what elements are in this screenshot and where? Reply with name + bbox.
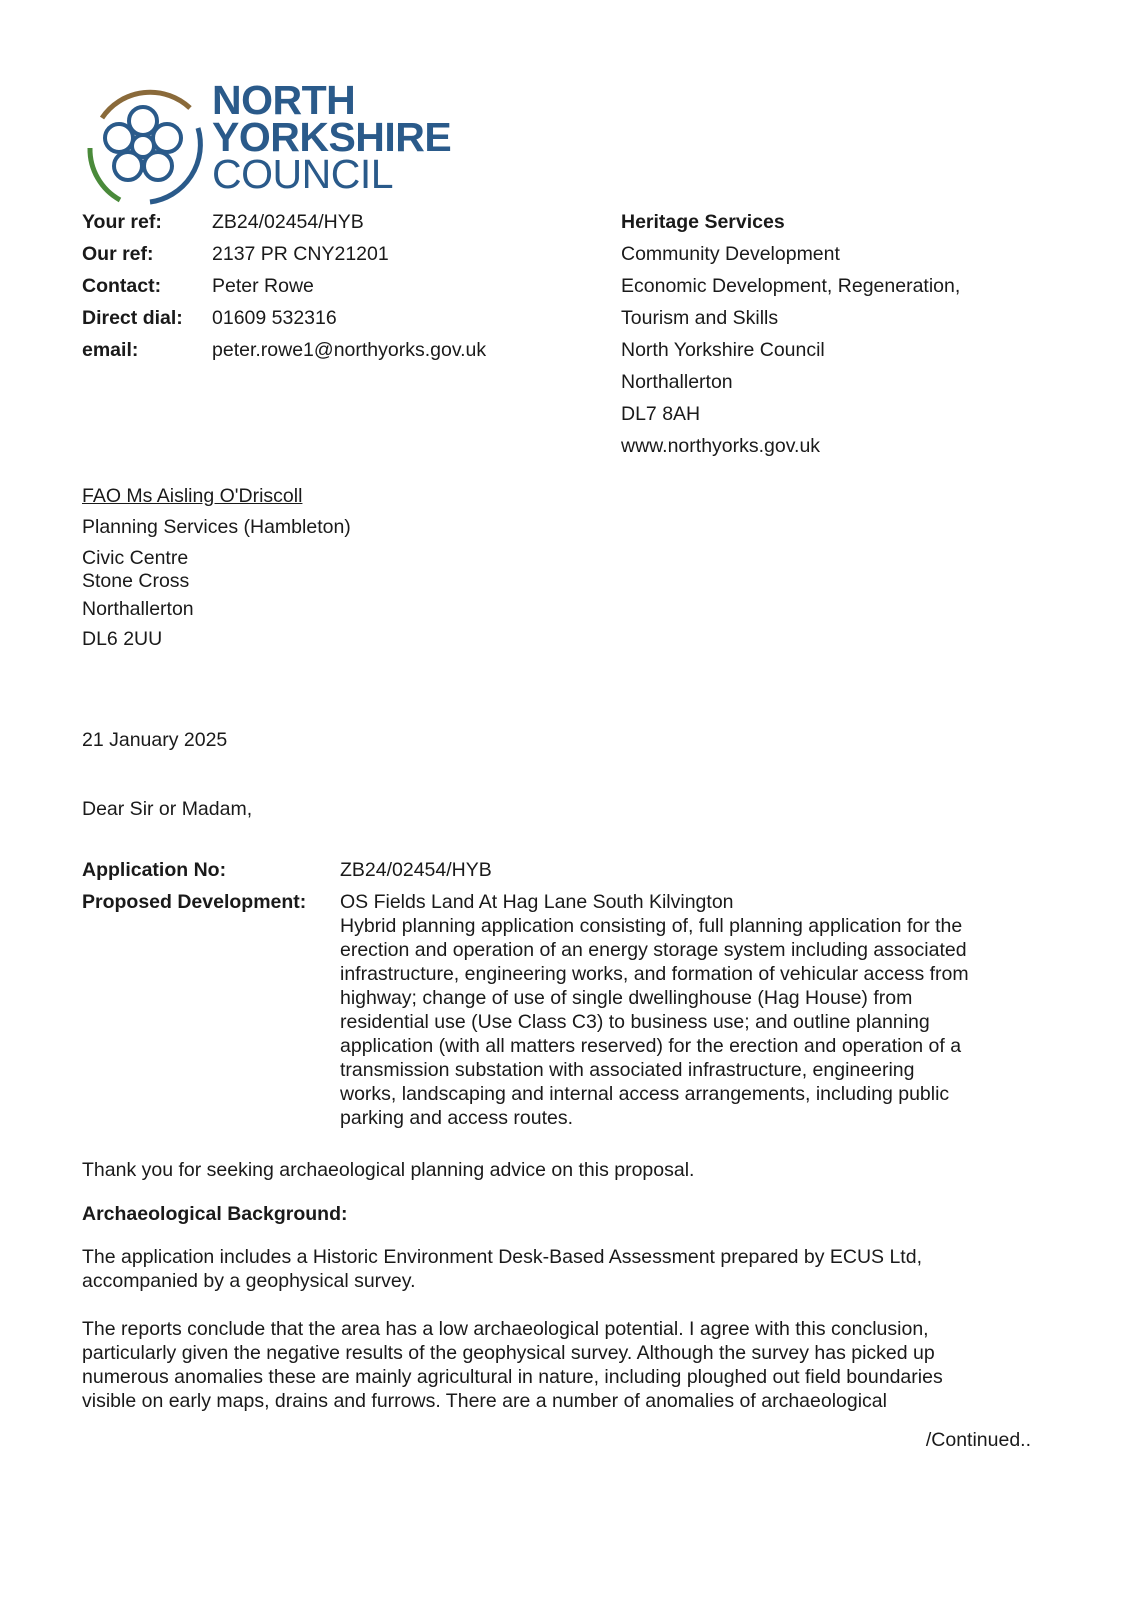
description-line: residential use (Use Class C3) to business use; and outline planning [340, 1011, 930, 1033]
address-line: Tourism and Skills [621, 307, 779, 329]
ref-row-email [82, 338, 486, 370]
department-name: Heritage Services [621, 211, 785, 233]
paragraph-line: accompanied by a geophysical survey. [82, 1270, 416, 1292]
reference-block [82, 210, 486, 370]
thanks-paragraph: Thank you for seeking archaeological planning advice on this proposal. [82, 1159, 695, 1181]
paragraph-line: numerous anomalies these are mainly agricultural in nature, including ploughed out field boundaries [82, 1366, 943, 1388]
ref-label: Contact: [82, 275, 162, 297]
ref-row-contact [82, 274, 486, 306]
description-line: erection and operation of an energy storage system including associated [340, 939, 967, 961]
ref-row-our-ref [82, 242, 486, 274]
proposed-development-label: Proposed Development: [82, 891, 307, 913]
address-line: North Yorkshire Council [621, 339, 825, 361]
ref-label: email: [82, 339, 139, 361]
paragraph-line: The reports conclude that the area has a low archaeological potential. I agree with this conclusion, [82, 1318, 929, 1340]
description-line: parking and access routes. [340, 1107, 574, 1129]
proposed-development-row [82, 890, 1042, 1130]
description-line: Hybrid planning application consisting of, full planning application for the [340, 915, 963, 937]
ref-value: Peter Rowe [212, 275, 314, 297]
ref-value: 01609 532316 [212, 307, 337, 329]
ref-row-your-ref [82, 210, 486, 242]
description-line: highway; change of use of single dwellinghouse (Hag House) from [340, 987, 913, 1009]
ref-value: ZB24/02454/HYB [212, 211, 364, 233]
recipient-line: Stone Cross [82, 570, 190, 592]
proposed-development-text [340, 890, 1030, 1130]
recipient-line: Civic Centre [82, 547, 189, 569]
ref-label: Your ref: [82, 211, 162, 233]
logo-wordmark [212, 77, 452, 197]
rose-emblem-icon [80, 78, 210, 208]
application-details [82, 858, 1042, 1130]
ref-label: Our ref: [82, 243, 154, 265]
fao-line: FAO Ms Aisling O'Driscoll [82, 485, 303, 507]
ref-value: 2137 PR CNY21201 [212, 243, 389, 265]
letter-date: 21 January 2025 [82, 729, 228, 751]
development-location: OS Fields Land At Hag Lane South Kilvington [340, 891, 734, 913]
logo-line-north: NORTH [212, 77, 356, 123]
address-line: Community Development [621, 243, 840, 265]
ref-value: peter.rowe1@northyorks.gov.uk [212, 339, 487, 361]
salutation: Dear Sir or Madam, [82, 798, 253, 820]
application-number-row [82, 858, 1042, 882]
description-line: application (with all matters reserved) for the erection and operation of a [340, 1035, 962, 1057]
paragraph-line: visible on early maps, drains and furrows. There are a number of anomalies of archaeological [82, 1390, 887, 1412]
paragraph-assessment [82, 1245, 1042, 1293]
paragraph-line: The application includes a Historic Environment Desk-Based Assessment prepared by ECUS Ltd, [82, 1246, 922, 1268]
address-line: Northallerton [621, 371, 733, 393]
logo-line-council: COUNCIL [212, 151, 394, 197]
ref-label: Direct dial: [82, 307, 183, 329]
website-address: www.northyorks.gov.uk [621, 435, 821, 457]
address-line: Economic Development, Regeneration, [621, 275, 961, 297]
address-line: DL7 8AH [621, 403, 701, 425]
application-number: ZB24/02454/HYB [340, 859, 492, 881]
application-number-label: Application No: [82, 859, 227, 881]
description-line: transmission substation with associated infrastructure, engineering [340, 1059, 915, 1081]
section-heading: Archaeological Background: [82, 1203, 348, 1225]
paragraph-line: particularly given the negative results of the geophysical survey. Although the survey has picked up [82, 1342, 935, 1364]
logo-line-yorkshire: YORKSHIRE [212, 114, 452, 160]
recipient-line: Northallerton [82, 598, 194, 620]
description-line: infrastructure, engineering works, and formation of vehicular access from [340, 963, 969, 985]
recipient-line: Planning Services (Hambleton) [82, 516, 351, 538]
recipient-postcode: DL6 2UU [82, 628, 163, 650]
ref-row-direct-dial [82, 306, 486, 338]
recipient-address [82, 484, 351, 651]
description-line: works, landscaping and internal access arrangements, including public [340, 1083, 950, 1105]
paragraph-conclusion [82, 1317, 1042, 1413]
continued-marker: /Continued.. [925, 1429, 1031, 1451]
sender-address [621, 210, 960, 466]
